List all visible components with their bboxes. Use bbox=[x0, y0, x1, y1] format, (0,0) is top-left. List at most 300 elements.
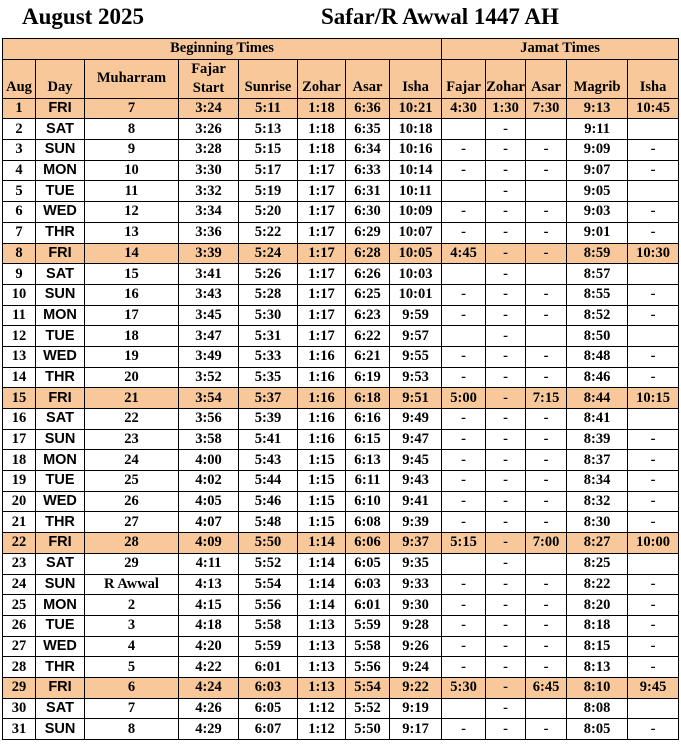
day-cell: SUN bbox=[36, 140, 85, 161]
table-row bbox=[3, 388, 679, 409]
jamat-zohar-cell: - bbox=[486, 140, 526, 161]
fajar-start-cell: 4:26 bbox=[179, 698, 239, 719]
isha-cell: 9:47 bbox=[390, 429, 442, 450]
fajar-start-cell: 3:45 bbox=[179, 305, 239, 326]
table-row bbox=[3, 533, 679, 554]
jamat-isha-cell: - bbox=[628, 657, 679, 678]
zohar-cell: 1:17 bbox=[298, 326, 346, 347]
table-row bbox=[3, 657, 679, 678]
table-row bbox=[3, 367, 679, 388]
asar-cell: 6:28 bbox=[346, 243, 390, 264]
jamat-isha-cell: - bbox=[628, 202, 679, 223]
hijri-cell: 15 bbox=[85, 264, 179, 285]
zohar-cell: 1:13 bbox=[298, 677, 346, 698]
zohar-cell: 1:16 bbox=[298, 429, 346, 450]
zohar-cell: 1:17 bbox=[298, 284, 346, 305]
sunrise-cell: 5:44 bbox=[239, 471, 298, 492]
sunrise-cell: 5:28 bbox=[239, 284, 298, 305]
jamat-asar-cell: - bbox=[526, 243, 567, 264]
zohar-cell: 1:13 bbox=[298, 615, 346, 636]
aug-cell: 17 bbox=[3, 429, 36, 450]
jamat-isha-cell: - bbox=[628, 367, 679, 388]
jamat-fajar-cell: 5:00 bbox=[442, 388, 486, 409]
fajar-start-cell: 4:20 bbox=[179, 636, 239, 657]
jamat-zohar-cell: - bbox=[486, 512, 526, 533]
sunrise-cell: 5:26 bbox=[239, 264, 298, 285]
sunrise-cell: 5:46 bbox=[239, 491, 298, 512]
sunrise-cell: 6:07 bbox=[239, 719, 298, 740]
jamat-asar-cell bbox=[526, 553, 567, 574]
jamat-zohar-cell: - bbox=[486, 429, 526, 450]
fajar-start-cell: 4:18 bbox=[179, 615, 239, 636]
hijri-title: Safar/R Awwal 1447 AH bbox=[321, 4, 559, 29]
jamat-fajar-cell: - bbox=[442, 367, 486, 388]
hijri-cell: 6 bbox=[85, 677, 179, 698]
jamat-zohar-cell: - bbox=[486, 119, 526, 140]
col-aug: Aug bbox=[3, 59, 36, 98]
day-cell: THR bbox=[36, 222, 85, 243]
day-cell: MON bbox=[36, 450, 85, 471]
asar-cell: 6:25 bbox=[346, 284, 390, 305]
table-row bbox=[3, 409, 679, 430]
aug-cell: 31 bbox=[3, 719, 36, 740]
jamat-isha-cell: - bbox=[628, 450, 679, 471]
asar-cell: 5:56 bbox=[346, 657, 390, 678]
jamat-asar-cell: - bbox=[526, 222, 567, 243]
jamat-magrib-cell: 8:44 bbox=[567, 388, 628, 409]
jamat-zohar-cell: - bbox=[486, 202, 526, 223]
jamat-magrib-cell: 8:30 bbox=[567, 512, 628, 533]
sunrise-cell: 5:41 bbox=[239, 429, 298, 450]
zohar-cell: 1:14 bbox=[298, 574, 346, 595]
sunrise-cell: 6:05 bbox=[239, 698, 298, 719]
zohar-cell: 1:14 bbox=[298, 553, 346, 574]
jamat-zohar-cell: - bbox=[486, 719, 526, 740]
zohar-cell: 1:15 bbox=[298, 512, 346, 533]
asar-cell: 5:52 bbox=[346, 698, 390, 719]
isha-cell: 9:24 bbox=[390, 657, 442, 678]
asar-cell: 5:58 bbox=[346, 636, 390, 657]
day-cell: TUE bbox=[36, 181, 85, 202]
table-row bbox=[3, 346, 679, 367]
asar-cell: 6:30 bbox=[346, 202, 390, 223]
hijri-cell: 23 bbox=[85, 429, 179, 450]
asar-cell: 6:06 bbox=[346, 533, 390, 554]
hijri-cell: 8 bbox=[85, 719, 179, 740]
asar-cell: 6:31 bbox=[346, 181, 390, 202]
jamat-zohar-cell: - bbox=[486, 533, 526, 554]
zohar-cell: 1:13 bbox=[298, 657, 346, 678]
jamat-asar-cell: - bbox=[526, 615, 567, 636]
jamat-asar-cell: - bbox=[526, 512, 567, 533]
jamat-isha-cell: - bbox=[628, 595, 679, 616]
aug-cell: 9 bbox=[3, 264, 36, 285]
jamat-zohar-cell: - bbox=[486, 450, 526, 471]
day-cell: TUE bbox=[36, 471, 85, 492]
jamat-zohar-cell: - bbox=[486, 264, 526, 285]
jamat-isha-cell: 10:00 bbox=[628, 533, 679, 554]
jamat-fajar-cell bbox=[442, 698, 486, 719]
jamat-isha-cell bbox=[628, 553, 679, 574]
isha-cell: 9:43 bbox=[390, 471, 442, 492]
fajar-start-cell: 3:30 bbox=[179, 160, 239, 181]
asar-cell: 6:11 bbox=[346, 471, 390, 492]
col-fajar-start: Fajar Start bbox=[179, 59, 239, 98]
day-cell: THR bbox=[36, 367, 85, 388]
fajar-start-cell: 3:54 bbox=[179, 388, 239, 409]
aug-cell: 10 bbox=[3, 284, 36, 305]
day-cell: SAT bbox=[36, 119, 85, 140]
isha-cell: 9:19 bbox=[390, 698, 442, 719]
day-cell: THR bbox=[36, 657, 85, 678]
zohar-cell: 1:15 bbox=[298, 471, 346, 492]
fajar-start-cell: 3:28 bbox=[179, 140, 239, 161]
day-cell: FRI bbox=[36, 388, 85, 409]
fajar-start-cell: 4:07 bbox=[179, 512, 239, 533]
jamat-magrib-cell: 8:41 bbox=[567, 409, 628, 430]
isha-cell: 9:17 bbox=[390, 719, 442, 740]
isha-cell: 9:55 bbox=[390, 346, 442, 367]
jamat-asar-cell: - bbox=[526, 367, 567, 388]
day-cell: SUN bbox=[36, 429, 85, 450]
jamat-asar-cell: - bbox=[526, 429, 567, 450]
isha-cell: 9:37 bbox=[390, 533, 442, 554]
jamat-asar-cell: - bbox=[526, 595, 567, 616]
fajar-start-cell: 3:26 bbox=[179, 119, 239, 140]
jamat-asar-cell bbox=[526, 326, 567, 347]
jamat-magrib-cell: 8:10 bbox=[567, 677, 628, 698]
hijri-cell: 19 bbox=[85, 346, 179, 367]
jamat-magrib-cell: 8:27 bbox=[567, 533, 628, 554]
col-zohar: Zohar bbox=[298, 59, 346, 98]
jamat-magrib-cell: 9:03 bbox=[567, 202, 628, 223]
day-cell: SUN bbox=[36, 284, 85, 305]
jamat-zohar-cell: - bbox=[486, 491, 526, 512]
zohar-cell: 1:16 bbox=[298, 367, 346, 388]
jamat-isha-cell bbox=[628, 326, 679, 347]
zohar-cell: 1:17 bbox=[298, 243, 346, 264]
zohar-cell: 1:17 bbox=[298, 160, 346, 181]
fajar-start-cell: 3:47 bbox=[179, 326, 239, 347]
fajar-start-cell: 4:11 bbox=[179, 553, 239, 574]
jamat-fajar-cell: - bbox=[442, 574, 486, 595]
jamat-magrib-cell: 8:13 bbox=[567, 657, 628, 678]
month-title: August 2025 bbox=[22, 4, 145, 29]
sunrise-cell: 5:58 bbox=[239, 615, 298, 636]
aug-cell: 5 bbox=[3, 181, 36, 202]
asar-cell: 5:54 bbox=[346, 677, 390, 698]
hijri-cell: 10 bbox=[85, 160, 179, 181]
sunrise-cell: 5:17 bbox=[239, 160, 298, 181]
fajar-start-cell: 3:34 bbox=[179, 202, 239, 223]
asar-cell: 6:34 bbox=[346, 140, 390, 161]
aug-cell: 6 bbox=[3, 202, 36, 223]
day-cell: WED bbox=[36, 636, 85, 657]
isha-cell: 10:03 bbox=[390, 264, 442, 285]
jamat-magrib-cell: 8:55 bbox=[567, 284, 628, 305]
jamat-zohar-cell: - bbox=[486, 595, 526, 616]
sunrise-cell: 5:15 bbox=[239, 140, 298, 161]
table-row bbox=[3, 160, 679, 181]
isha-cell: 9:30 bbox=[390, 595, 442, 616]
jamat-magrib-cell: 9:07 bbox=[567, 160, 628, 181]
jamat-zohar-cell: - bbox=[486, 305, 526, 326]
aug-cell: 29 bbox=[3, 677, 36, 698]
jamat-isha-cell bbox=[628, 181, 679, 202]
jamat-magrib-cell: 9:01 bbox=[567, 222, 628, 243]
sunrise-cell: 5:24 bbox=[239, 243, 298, 264]
hijri-cell: 26 bbox=[85, 491, 179, 512]
jamat-fajar-cell: 4:30 bbox=[442, 98, 486, 119]
aug-cell: 16 bbox=[3, 409, 36, 430]
sunrise-cell: 5:59 bbox=[239, 636, 298, 657]
table-row bbox=[3, 491, 679, 512]
asar-cell: 6:22 bbox=[346, 326, 390, 347]
fajar-start-cell: 4:15 bbox=[179, 595, 239, 616]
zohar-cell: 1:17 bbox=[298, 222, 346, 243]
hijri-cell: 3 bbox=[85, 615, 179, 636]
aug-cell: 11 bbox=[3, 305, 36, 326]
table-row bbox=[3, 719, 679, 740]
jamat-zohar-cell: - bbox=[486, 615, 526, 636]
jamat-asar-cell: - bbox=[526, 657, 567, 678]
asar-cell: 6:23 bbox=[346, 305, 390, 326]
jamat-isha-cell bbox=[628, 698, 679, 719]
asar-cell: 6:08 bbox=[346, 512, 390, 533]
fajar-start-cell: 4:29 bbox=[179, 719, 239, 740]
beginning-times-header: Beginning Times bbox=[3, 39, 442, 60]
jamat-asar-cell: - bbox=[526, 636, 567, 657]
jamat-isha-cell: 10:15 bbox=[628, 388, 679, 409]
aug-cell: 25 bbox=[3, 595, 36, 616]
jamat-asar-cell: - bbox=[526, 574, 567, 595]
aug-cell: 19 bbox=[3, 471, 36, 492]
asar-cell: 6:10 bbox=[346, 491, 390, 512]
jamat-fajar-cell: - bbox=[442, 429, 486, 450]
col-jamat-isha: Isha bbox=[628, 59, 679, 98]
isha-cell: 9:22 bbox=[390, 677, 442, 698]
sunrise-cell: 5:54 bbox=[239, 574, 298, 595]
isha-cell: 10:01 bbox=[390, 284, 442, 305]
sunrise-cell: 5:35 bbox=[239, 367, 298, 388]
jamat-asar-cell bbox=[526, 264, 567, 285]
sunrise-cell: 5:22 bbox=[239, 222, 298, 243]
isha-cell: 10:21 bbox=[390, 98, 442, 119]
sunrise-cell: 5:31 bbox=[239, 326, 298, 347]
jamat-asar-cell: - bbox=[526, 346, 567, 367]
jamat-isha-cell: - bbox=[628, 346, 679, 367]
timetable-body bbox=[3, 98, 679, 739]
day-cell: FRI bbox=[36, 677, 85, 698]
asar-cell: 6:35 bbox=[346, 119, 390, 140]
fajar-start-cell: 4:00 bbox=[179, 450, 239, 471]
jamat-magrib-cell: 8:37 bbox=[567, 450, 628, 471]
aug-cell: 12 bbox=[3, 326, 36, 347]
table-row bbox=[3, 595, 679, 616]
zohar-cell: 1:16 bbox=[298, 388, 346, 409]
zohar-cell: 1:18 bbox=[298, 140, 346, 161]
zohar-cell: 1:14 bbox=[298, 533, 346, 554]
isha-cell: 9:45 bbox=[390, 450, 442, 471]
aug-cell: 20 bbox=[3, 491, 36, 512]
hijri-cell: 28 bbox=[85, 533, 179, 554]
jamat-asar-cell: 7:00 bbox=[526, 533, 567, 554]
jamat-isha-cell: - bbox=[628, 491, 679, 512]
table-row bbox=[3, 264, 679, 285]
jamat-isha-cell bbox=[628, 119, 679, 140]
jamat-zohar-cell: - bbox=[486, 160, 526, 181]
asar-cell: 6:15 bbox=[346, 429, 390, 450]
jamat-zohar-cell: - bbox=[486, 574, 526, 595]
day-cell: SAT bbox=[36, 264, 85, 285]
day-cell: SAT bbox=[36, 698, 85, 719]
jamat-magrib-cell: 8:22 bbox=[567, 574, 628, 595]
title-bar bbox=[0, 0, 681, 38]
aug-cell: 22 bbox=[3, 533, 36, 554]
jamat-magrib-cell: 8:50 bbox=[567, 326, 628, 347]
jamat-magrib-cell: 8:05 bbox=[567, 719, 628, 740]
aug-cell: 28 bbox=[3, 657, 36, 678]
fajar-start-cell: 4:24 bbox=[179, 677, 239, 698]
hijri-cell: 16 bbox=[85, 284, 179, 305]
asar-cell: 6:03 bbox=[346, 574, 390, 595]
day-cell: WED bbox=[36, 346, 85, 367]
table-row bbox=[3, 553, 679, 574]
jamat-zohar-cell: - bbox=[486, 471, 526, 492]
table-row bbox=[3, 615, 679, 636]
jamat-asar-cell bbox=[526, 119, 567, 140]
jamat-zohar-cell: - bbox=[486, 243, 526, 264]
table-row bbox=[3, 305, 679, 326]
jamat-asar-cell: 6:45 bbox=[526, 677, 567, 698]
jamat-zohar-cell: - bbox=[486, 222, 526, 243]
hijri-cell: 29 bbox=[85, 553, 179, 574]
jamat-magrib-cell: 8:18 bbox=[567, 615, 628, 636]
table-row bbox=[3, 119, 679, 140]
jamat-zohar-cell: - bbox=[486, 636, 526, 657]
jamat-fajar-cell: - bbox=[442, 450, 486, 471]
zohar-cell: 1:15 bbox=[298, 450, 346, 471]
jamat-isha-cell: - bbox=[628, 574, 679, 595]
jamat-fajar-cell: - bbox=[442, 284, 486, 305]
jamat-fajar-cell bbox=[442, 553, 486, 574]
fajar-start-cell: 3:49 bbox=[179, 346, 239, 367]
hijri-cell: 18 bbox=[85, 326, 179, 347]
jamat-isha-cell: - bbox=[628, 222, 679, 243]
hijri-cell: 8 bbox=[85, 119, 179, 140]
jamat-asar-cell: - bbox=[526, 491, 567, 512]
jamat-fajar-cell: 4:45 bbox=[442, 243, 486, 264]
day-cell: SUN bbox=[36, 719, 85, 740]
table-row bbox=[3, 677, 679, 698]
fajar-start-cell: 4:22 bbox=[179, 657, 239, 678]
jamat-fajar-cell: - bbox=[442, 491, 486, 512]
jamat-fajar-cell: - bbox=[442, 160, 486, 181]
sunrise-cell: 5:52 bbox=[239, 553, 298, 574]
hijri-cell: 9 bbox=[85, 140, 179, 161]
asar-cell: 5:59 bbox=[346, 615, 390, 636]
jamat-fajar-cell: 5:30 bbox=[442, 677, 486, 698]
isha-cell: 10:14 bbox=[390, 160, 442, 181]
jamat-magrib-cell: 8:08 bbox=[567, 698, 628, 719]
jamat-isha-cell: 9:45 bbox=[628, 677, 679, 698]
sunrise-cell: 5:11 bbox=[239, 98, 298, 119]
fajar-start-cell: 4:13 bbox=[179, 574, 239, 595]
sunrise-cell: 5:39 bbox=[239, 409, 298, 430]
fajar-start-cell: 3:43 bbox=[179, 284, 239, 305]
jamat-asar-cell: - bbox=[526, 719, 567, 740]
col-jamat-asar: Asar bbox=[526, 59, 567, 98]
day-cell: MON bbox=[36, 595, 85, 616]
day-cell: THR bbox=[36, 512, 85, 533]
asar-cell: 6:05 bbox=[346, 553, 390, 574]
jamat-magrib-cell: 8:59 bbox=[567, 243, 628, 264]
sunrise-cell: 5:33 bbox=[239, 346, 298, 367]
jamat-magrib-cell: 8:32 bbox=[567, 491, 628, 512]
zohar-cell: 1:12 bbox=[298, 698, 346, 719]
day-cell: FRI bbox=[36, 98, 85, 119]
jamat-fajar-cell: - bbox=[442, 471, 486, 492]
jamat-fajar-cell: - bbox=[442, 346, 486, 367]
aug-cell: 3 bbox=[3, 140, 36, 161]
isha-cell: 9:51 bbox=[390, 388, 442, 409]
zohar-cell: 1:16 bbox=[298, 409, 346, 430]
jamat-fajar-cell: - bbox=[442, 222, 486, 243]
jamat-fajar-cell: - bbox=[442, 409, 486, 430]
jamat-isha-cell: - bbox=[628, 512, 679, 533]
jamat-zohar-cell: - bbox=[486, 181, 526, 202]
asar-cell: 6:26 bbox=[346, 264, 390, 285]
jamat-fajar-cell bbox=[442, 264, 486, 285]
zohar-cell: 1:17 bbox=[298, 202, 346, 223]
zohar-cell: 1:14 bbox=[298, 595, 346, 616]
asar-cell: 6:16 bbox=[346, 409, 390, 430]
table-row bbox=[3, 222, 679, 243]
zohar-cell: 1:16 bbox=[298, 346, 346, 367]
jamat-fajar-cell: - bbox=[442, 512, 486, 533]
jamat-magrib-cell: 8:52 bbox=[567, 305, 628, 326]
jamat-asar-cell: - bbox=[526, 305, 567, 326]
jamat-magrib-cell: 8:46 bbox=[567, 367, 628, 388]
jamat-fajar-cell: - bbox=[442, 615, 486, 636]
col-sunrise: Sunrise bbox=[239, 59, 298, 98]
jamat-fajar-cell bbox=[442, 119, 486, 140]
sunrise-cell: 5:37 bbox=[239, 388, 298, 409]
hijri-cell: 12 bbox=[85, 202, 179, 223]
isha-cell: 9:28 bbox=[390, 615, 442, 636]
jamat-fajar-cell: - bbox=[442, 202, 486, 223]
zohar-cell: 1:17 bbox=[298, 305, 346, 326]
jamat-fajar-cell: - bbox=[442, 140, 486, 161]
jamat-asar-cell: 7:30 bbox=[526, 98, 567, 119]
fajar-start-cell: 3:39 bbox=[179, 243, 239, 264]
sunrise-cell: 5:13 bbox=[239, 119, 298, 140]
hijri-cell: 17 bbox=[85, 305, 179, 326]
isha-cell: 9:49 bbox=[390, 409, 442, 430]
table-row bbox=[3, 284, 679, 305]
day-cell: SAT bbox=[36, 409, 85, 430]
table-row bbox=[3, 98, 679, 119]
aug-cell: 23 bbox=[3, 553, 36, 574]
day-cell: WED bbox=[36, 491, 85, 512]
asar-cell: 6:33 bbox=[346, 160, 390, 181]
col-jamat-fajar: Fajar bbox=[442, 59, 486, 98]
hijri-cell: 25 bbox=[85, 471, 179, 492]
jamat-isha-cell: 10:30 bbox=[628, 243, 679, 264]
jamat-fajar-cell: - bbox=[442, 636, 486, 657]
zohar-cell: 1:13 bbox=[298, 636, 346, 657]
jamat-isha-cell bbox=[628, 264, 679, 285]
